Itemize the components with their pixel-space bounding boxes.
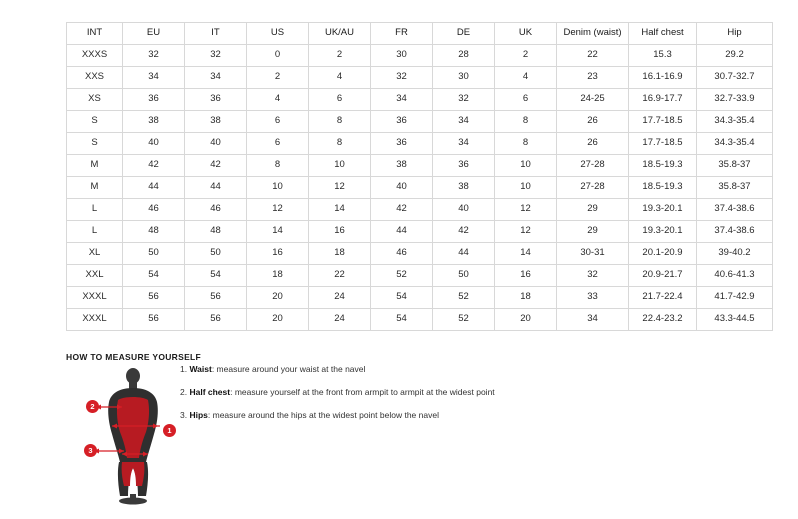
table-cell: 42 [433,221,495,243]
table-cell: 18 [247,265,309,287]
table-cell: 16 [247,243,309,265]
table-cell: 8 [309,111,371,133]
table-cell: 22 [309,265,371,287]
table-cell: 4 [495,67,557,89]
column-header-de: DE [433,23,495,45]
table-cell: 34 [433,111,495,133]
table-cell: 54 [185,265,247,287]
instruction-text: : measure yourself at the front from armpit to armpit at the widest point [230,387,495,398]
table-cell: 10 [495,155,557,177]
table-cell: 24 [309,309,371,331]
table-cell: XXS [67,67,123,89]
table-cell: 16 [495,265,557,287]
table-row [67,133,773,155]
table-cell: 16.9-17.7 [629,89,697,111]
how-to-measure-title: HOW TO MEASURE YOURSELF [66,352,202,362]
table-row [67,177,773,199]
table-row [67,45,773,67]
table-cell: 12 [495,199,557,221]
table-cell: S [67,111,123,133]
table-cell: 18.5-19.3 [629,177,697,199]
column-header-denim-waist: Denim (waist) [557,23,629,45]
table-row [67,89,773,111]
instruction-text: : measure around your waist at the navel [211,364,366,374]
table-header [67,23,773,45]
measure-marker-2: 2 [86,400,99,413]
table-cell: 8 [495,111,557,133]
table-cell: 52 [433,309,495,331]
table-cell: 36 [371,133,433,155]
table-cell: 6 [247,133,309,155]
table-row [67,155,773,177]
table-cell: 10 [309,155,371,177]
table-cell: XXXL [67,309,123,331]
table-header-row [67,23,773,45]
table-cell: 42 [123,155,185,177]
table-cell: 20.9-21.7 [629,265,697,287]
table-row [67,287,773,309]
table-cell: 32 [185,45,247,67]
instruction-number: 2. [180,387,188,398]
table-cell: 34 [371,89,433,111]
table-cell: XS [67,89,123,111]
table-cell: 50 [433,265,495,287]
table-cell: 18 [495,287,557,309]
table-cell: L [67,221,123,243]
table-cell: 34.3-35.4 [697,133,773,155]
table-row [67,243,773,265]
table-cell: 21.7-22.4 [629,287,697,309]
table-cell: 22 [557,45,629,67]
table-cell: 2 [309,45,371,67]
table-cell: 46 [371,243,433,265]
table-cell: 24 [309,287,371,309]
table-cell: 56 [185,287,247,309]
table-cell: 56 [185,309,247,331]
table-cell: 44 [185,177,247,199]
table-cell: 41.7-42.9 [697,287,773,309]
table-cell: 12 [309,177,371,199]
table-cell: 4 [247,89,309,111]
table-cell: 29.2 [697,45,773,67]
measure-marker-1: 1 [163,424,176,437]
table-cell: 56 [123,309,185,331]
table-cell: 52 [433,287,495,309]
table-cell: 36 [371,111,433,133]
table-cell: 56 [123,287,185,309]
table-cell: 14 [495,243,557,265]
table-cell: 14 [309,199,371,221]
instruction-item [180,410,600,421]
table-cell: M [67,177,123,199]
table-cell: 48 [185,221,247,243]
table-cell: 32 [557,265,629,287]
table-cell: 43.3-44.5 [697,309,773,331]
table-cell: 35.8-37 [697,155,773,177]
table-cell: 20 [247,309,309,331]
table-cell: 36 [123,89,185,111]
table-cell: 18.5-19.3 [629,155,697,177]
table-cell: M [67,155,123,177]
table-cell: 6 [495,89,557,111]
table-cell: 34 [557,309,629,331]
table-cell: 38 [185,111,247,133]
table-cell: 19.3-20.1 [629,199,697,221]
table-cell: XXXL [67,287,123,309]
table-cell: 20.1-20.9 [629,243,697,265]
table-cell: 16.1-16.9 [629,67,697,89]
column-header-half-chest: Half chest [629,23,697,45]
table-cell: 12 [247,199,309,221]
table-cell: 14 [247,221,309,243]
instruction-term: Half chest [189,387,231,398]
table-cell: 0 [247,45,309,67]
table-cell: 4 [309,67,371,89]
table-cell: 24-25 [557,89,629,111]
table-cell: 54 [371,309,433,331]
column-header-eu: EU [123,23,185,45]
table-cell: 20 [495,309,557,331]
table-cell: 26 [557,133,629,155]
table-cell: 40 [123,133,185,155]
table-cell: 36 [433,155,495,177]
table-cell: 32 [433,89,495,111]
table-cell: XXL [67,265,123,287]
column-header-int: INT [67,23,123,45]
table-cell: L [67,199,123,221]
table-cell: 42 [185,155,247,177]
table-cell: 34.3-35.4 [697,111,773,133]
table-cell: 29 [557,221,629,243]
table-row [67,265,773,287]
table-row [67,199,773,221]
table-cell: 39-40.2 [697,243,773,265]
table-cell: 54 [371,287,433,309]
table-cell: 40.6-41.3 [697,265,773,287]
table-cell: 46 [185,199,247,221]
table-cell: 2 [247,67,309,89]
table-cell: 32 [371,67,433,89]
table-row [67,221,773,243]
table-cell: 38 [123,111,185,133]
table-cell: 6 [247,111,309,133]
table-cell: 17.7-18.5 [629,133,697,155]
table-cell: 27-28 [557,155,629,177]
table-body [67,45,773,331]
mannequin-figure [78,366,188,506]
table-cell: 8 [247,155,309,177]
table-cell: 16 [309,221,371,243]
table-cell: 38 [433,177,495,199]
table-cell: 19.3-20.1 [629,221,697,243]
table-cell: 37.4-38.6 [697,221,773,243]
table-cell: 33 [557,287,629,309]
table-row [67,309,773,331]
column-header-hip: Hip [697,23,773,45]
table-cell: 36 [185,89,247,111]
instruction-number: 1. [180,364,188,374]
instruction-text: : measure around the hips at the widest point below the navel [207,410,439,421]
column-header-fr: FR [371,23,433,45]
table-cell: 17.7-18.5 [629,111,697,133]
table-cell: 29 [557,199,629,221]
table-cell: 27-28 [557,177,629,199]
table-cell: 44 [433,243,495,265]
table-cell: 40 [433,199,495,221]
table-cell: 30 [371,45,433,67]
table-cell: 35.8-37 [697,177,773,199]
table-cell: 30 [433,67,495,89]
table-cell: 44 [371,221,433,243]
table-cell: 8 [309,133,371,155]
table-cell: 10 [495,177,557,199]
table-cell: 46 [123,199,185,221]
instruction-term: Hips [189,410,208,421]
table-cell: 50 [185,243,247,265]
table-cell: 50 [123,243,185,265]
table-cell: 6 [309,89,371,111]
column-header-uk: UK [495,23,557,45]
table-cell: 40 [185,133,247,155]
size-chart-table [66,22,773,331]
table-cell: 52 [371,265,433,287]
table-cell: 30-31 [557,243,629,265]
table-cell: 40 [371,177,433,199]
table-cell: 32 [123,45,185,67]
table-cell: 12 [495,221,557,243]
table-cell: 30.7-32.7 [697,67,773,89]
column-header-uk-au: UK/AU [309,23,371,45]
table-cell: 34 [433,133,495,155]
table-cell: 22.4-23.2 [629,309,697,331]
table-cell: 54 [123,265,185,287]
measure-instructions [180,364,600,433]
instruction-term: Waist [189,364,212,374]
table-cell: 38 [371,155,433,177]
instruction-item [180,387,600,398]
table-cell: 44 [123,177,185,199]
table-cell: 10 [247,177,309,199]
table-row [67,111,773,133]
table-cell: 8 [495,133,557,155]
column-header-it: IT [185,23,247,45]
table-cell: 48 [123,221,185,243]
column-header-us: US [247,23,309,45]
table-cell: XXXS [67,45,123,67]
instruction-number: 3. [180,410,188,421]
table-cell: 15.3 [629,45,697,67]
instruction-item [180,364,600,375]
table-cell: 18 [309,243,371,265]
table-cell: 34 [185,67,247,89]
table-cell: 2 [495,45,557,67]
table-cell: 26 [557,111,629,133]
table-cell: 34 [123,67,185,89]
table-cell: XL [67,243,123,265]
table-cell: 42 [371,199,433,221]
table-cell: 37.4-38.6 [697,199,773,221]
table-row [67,67,773,89]
table-cell: 28 [433,45,495,67]
table-cell: S [67,133,123,155]
table-cell: 32.7-33.9 [697,89,773,111]
measure-marker-3: 3 [84,444,97,457]
table-cell: 20 [247,287,309,309]
table-cell: 23 [557,67,629,89]
